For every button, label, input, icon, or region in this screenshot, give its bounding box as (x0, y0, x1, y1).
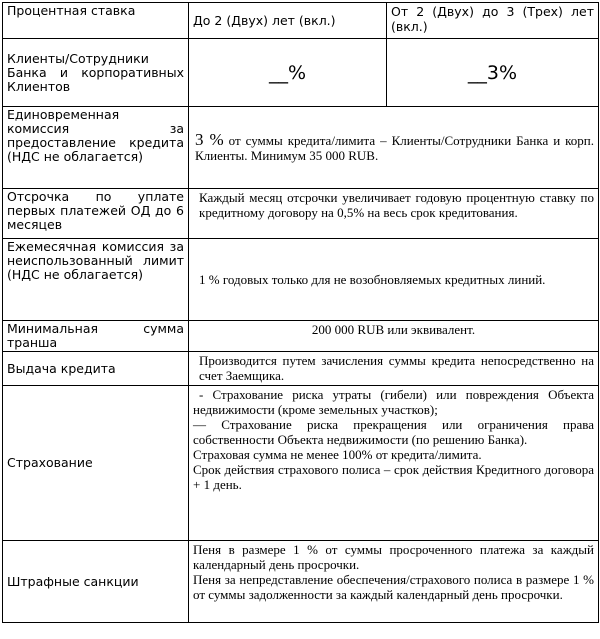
min-tranche-value: 200 000 RUB или эквивалент. (311, 322, 476, 337)
insurance-item-2: — Страхование риска прекращения или ограничения права собственности Объекта недвижимости (по решению Банка). (193, 417, 594, 447)
onetime-fee-label-cell (3, 107, 189, 189)
penalties-item-2: Пеня за непредставление обеспечения/страхового полиса в размере 1 % от суммы задолженности за каждый календарный день просрочки. (193, 572, 594, 602)
penalties-item-1: Пеня в размере 1 % от суммы просроченного платежа за каждый календарный день просрочки. (193, 542, 594, 572)
penalties-value-cell (189, 541, 599, 623)
onetime-fee-lead: 3 % (195, 130, 224, 149)
term-col-1-header (189, 3, 387, 39)
deferral-value: Каждый месяц отсрочки увеличивает годовую процентную ставку по кредитному договору на 0,5% на весь срок кредитования. (199, 190, 594, 220)
term-col-1-label: До 2 (Двух) лет (вкл.) (193, 13, 336, 28)
monthly-fee-row (3, 239, 599, 321)
credit-terms-table (2, 2, 599, 623)
monthly-fee-label-cell (3, 239, 189, 321)
insurance-item-4: Срок действия страхового полиса – срок действия Кредитного договора + 1 день. (193, 462, 594, 492)
insurance-label-cell (3, 386, 189, 541)
min-tranche-row (3, 321, 599, 352)
monthly-fee-value-cell (189, 239, 599, 321)
onetime-fee-label: Единовременная комиссия за предоставление кредита (НДС не облагается) (7, 107, 184, 164)
deferral-label-cell (3, 189, 189, 239)
rate-label: Процентная ставка (7, 3, 136, 18)
insurance-row (3, 386, 599, 541)
penalties-row (3, 541, 599, 623)
deferral-label: Отсрочка по уплате первых платежей ОД до 6 месяцев (7, 189, 184, 232)
deferral-value-cell (189, 189, 599, 239)
onetime-fee-value: от суммы кредита/лимита – Клиенты/Сотрудники Банка и корп. Клиенты. Минимум 35 000 RUB. (195, 133, 594, 163)
clients-rate-2: __3% (467, 61, 518, 84)
disbursement-value: Производится путем зачисления суммы кредита непосредственно на счет Заемщика. (199, 353, 594, 383)
clients-rate-row (3, 39, 599, 107)
rate-label-cell (3, 3, 189, 39)
min-tranche-value-cell (189, 321, 599, 352)
insurance-value-cell (189, 386, 599, 541)
clients-label: Клиенты/Сотрудники Банка и корпоративных Клиентов (7, 50, 184, 94)
onetime-fee-row (3, 107, 599, 189)
monthly-fee-value: 1 % годовых только для не возобновляемых кредитных линий. (199, 272, 546, 287)
term-col-2-header (387, 3, 599, 39)
monthly-fee-label: Ежемесячная комиссия за неиспользованный лимит (НДС не облагается) (7, 239, 184, 282)
header-row (3, 3, 599, 39)
min-tranche-label-cell (3, 321, 189, 352)
disbursement-label: Выдача кредита (7, 360, 116, 376)
min-tranche-label: Минимальная сумма транша (7, 321, 184, 350)
disbursement-label-cell (3, 352, 189, 386)
penalties-label: Штрафные санкции (7, 573, 139, 589)
penalties-label-cell (3, 541, 189, 623)
clients-label-cell (3, 39, 189, 107)
clients-rate-1-cell (189, 39, 387, 107)
onetime-fee-value-cell (189, 107, 599, 189)
disbursement-value-cell (189, 352, 599, 386)
term-col-2-label: От 2 (Двух) до 3 (Трех) лет (вкл.) (391, 4, 594, 34)
deferral-row (3, 189, 599, 239)
clients-rate-2-cell (387, 39, 599, 107)
insurance-item-1: - Страхование риска утраты (гибели) или повреждения Объекта недвижимости (кроме земельных участков); (193, 387, 594, 417)
insurance-label: Страхование (7, 455, 93, 470)
insurance-item-3: Страховая сумма не менее 100% от кредита/лимита. (193, 447, 482, 462)
clients-rate-1: __% (268, 61, 307, 84)
disbursement-row (3, 352, 599, 386)
